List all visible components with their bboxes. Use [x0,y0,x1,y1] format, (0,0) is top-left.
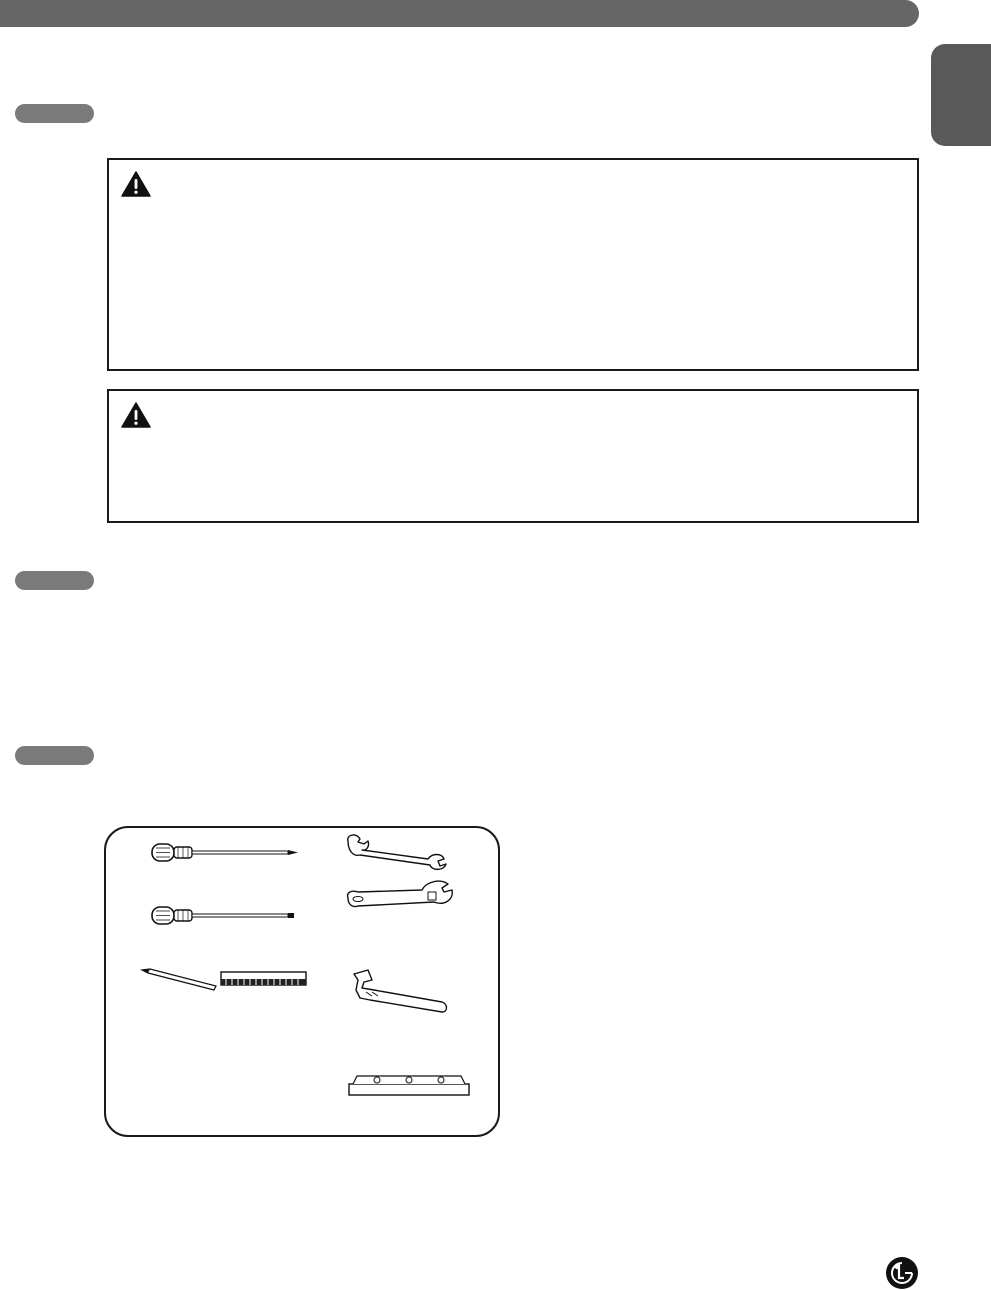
adjustable-wrench-icon [344,878,456,916]
open-end-wrench-icon [344,833,450,871]
pencil-icon [140,964,220,994]
level-icon [347,1072,471,1098]
flat-screwdriver-icon [150,903,302,929]
tape-measure-icon [220,970,308,988]
tools-panel [104,826,500,1137]
section-pill-1 [15,104,94,123]
header-bar [0,0,919,27]
language-tab [931,44,991,146]
warning-box-1 [107,158,919,371]
phillips-screwdriver-icon [150,840,302,866]
warning-box-2 [107,389,919,523]
warning-triangle-icon [121,402,151,428]
lg-logo-icon [885,1256,919,1290]
pipe-wrench-icon [348,968,452,1016]
section-pill-3 [15,746,94,765]
warning-triangle-icon [121,171,151,197]
section-pill-2 [15,571,94,590]
